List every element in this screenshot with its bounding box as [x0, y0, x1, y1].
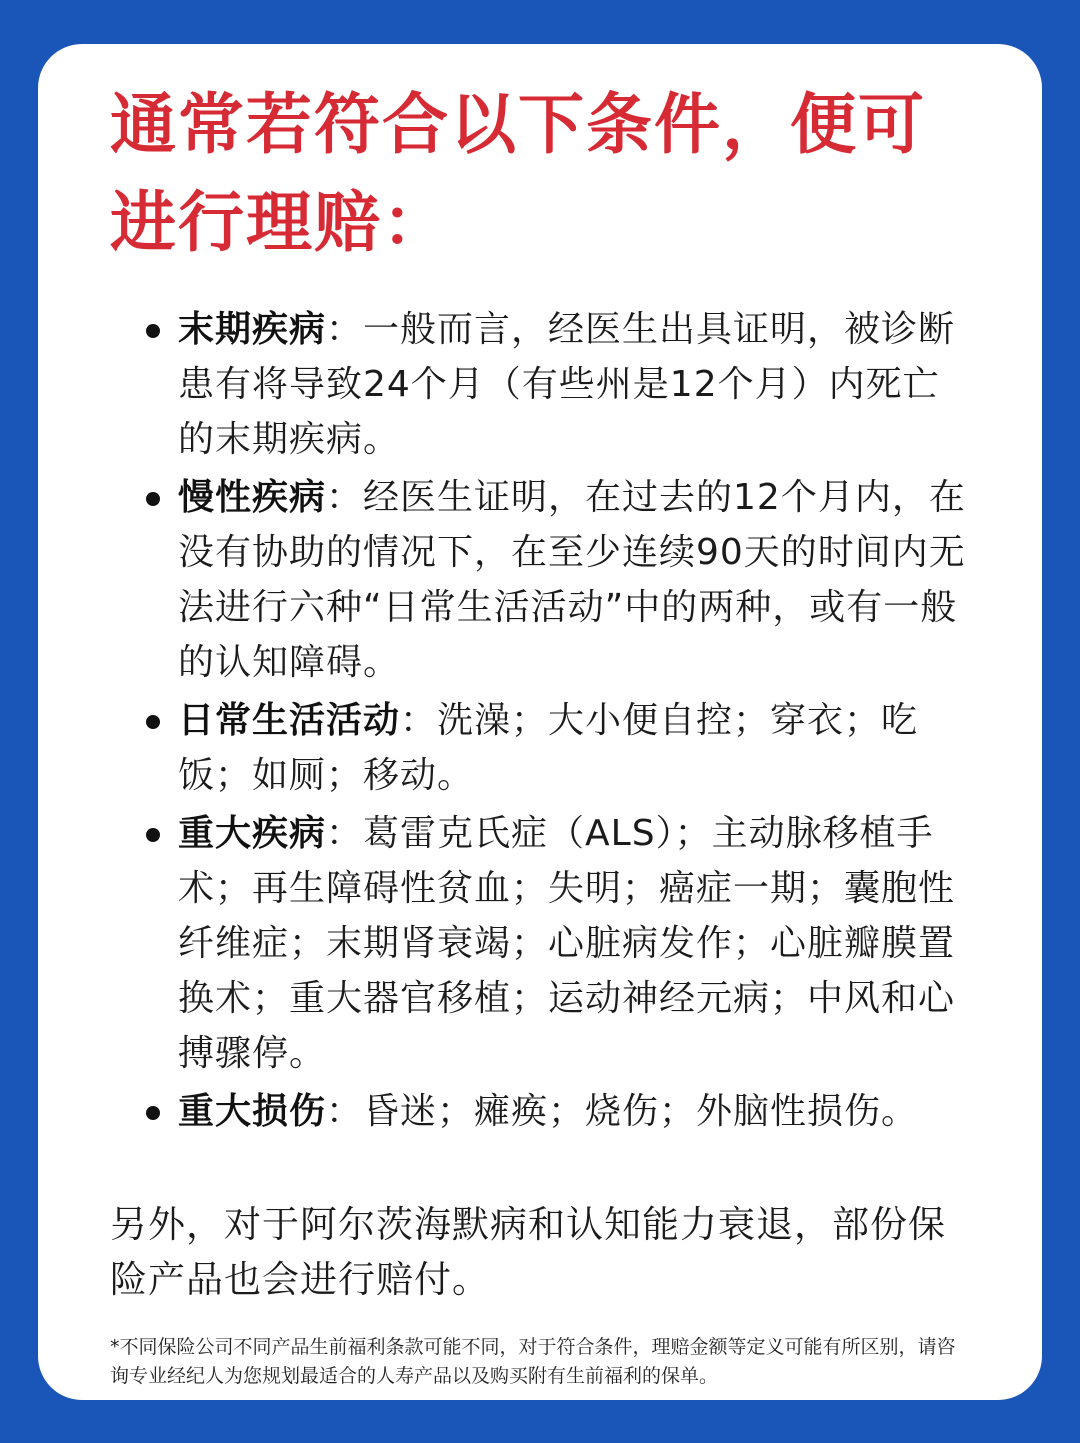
term-separator: ：: [326, 813, 364, 854]
term-separator: ：: [400, 700, 438, 741]
term-description: 葛雷克氏症（ALS）；主动脉移植手术；再生障碍性贫血；失明；癌症一期；囊胞性纤维症；末期肾衰竭；心脏病发作；心脏瓣膜置换术；重大器官移植；运动神经元病；中风和心搏骤停。: [178, 813, 956, 1074]
term-label: 重大损伤: [178, 1091, 327, 1132]
list-item-critical-illness: [110, 806, 972, 1081]
term-description: 一般而言，经医生出具证明，被诊断患有将导致24个月（有些州是12个月）内死亡的末期疾病。: [178, 309, 956, 460]
content-card: [38, 44, 1042, 1400]
list-item-terminal-illness: [110, 302, 972, 467]
term-description: 经医生证明，在过去的12个月内，在没有协助的情况下，在至少连续90天的时间内无法进行六种“日常生活活动”中的两种，或有一般的认知障碍。: [178, 477, 966, 683]
list-item-text: [178, 302, 972, 467]
term-description: 洗澡；大小便自控；穿衣；吃饭；如厕；移动。: [178, 700, 919, 796]
bullet-dot-icon: [146, 492, 160, 506]
bullet-dot-icon: [146, 1106, 160, 1120]
term-separator: ：: [326, 1091, 364, 1132]
bullet-dot-icon: [146, 828, 160, 842]
term-description: 昏迷；瘫痪；烧伤；外脑性损伤。: [363, 1091, 919, 1132]
disclaimer-footnote: *不同保险公司不同产品生前福利条款可能不同，对于符合条件，理赔金额等定义可能有所区别，请咨询专业经纪人为您规划最适合的人寿产品以及购买附有生前福利的保单。: [110, 1336, 956, 1387]
term-label: 日常生活活动: [178, 700, 401, 741]
bullet-dot-icon: [146, 324, 160, 338]
page-title: 通常若符合以下条件，便可 进行理赔：: [110, 86, 926, 261]
list-item-text: [178, 806, 972, 1081]
term-label: 慢性疾病: [178, 477, 327, 518]
conditions-list: [110, 302, 972, 1139]
term-label: 重大疾病: [178, 813, 327, 854]
term-separator: ：: [326, 477, 364, 518]
bullet-dot-icon: [146, 715, 160, 729]
list-item-text: [178, 470, 972, 690]
term-label: 末期疾病: [178, 309, 327, 350]
list-item-critical-injury: [110, 1084, 972, 1139]
term-separator: ：: [326, 309, 364, 350]
list-item-text: [178, 693, 972, 803]
list-item-daily-living-activities: [110, 693, 972, 803]
additional-note: 另外，对于阿尔茨海默病和认知能力衰退，部份保险产品也会进行赔付。: [110, 1203, 946, 1301]
list-item-text: [178, 1084, 972, 1139]
list-item-chronic-illness: [110, 470, 972, 690]
